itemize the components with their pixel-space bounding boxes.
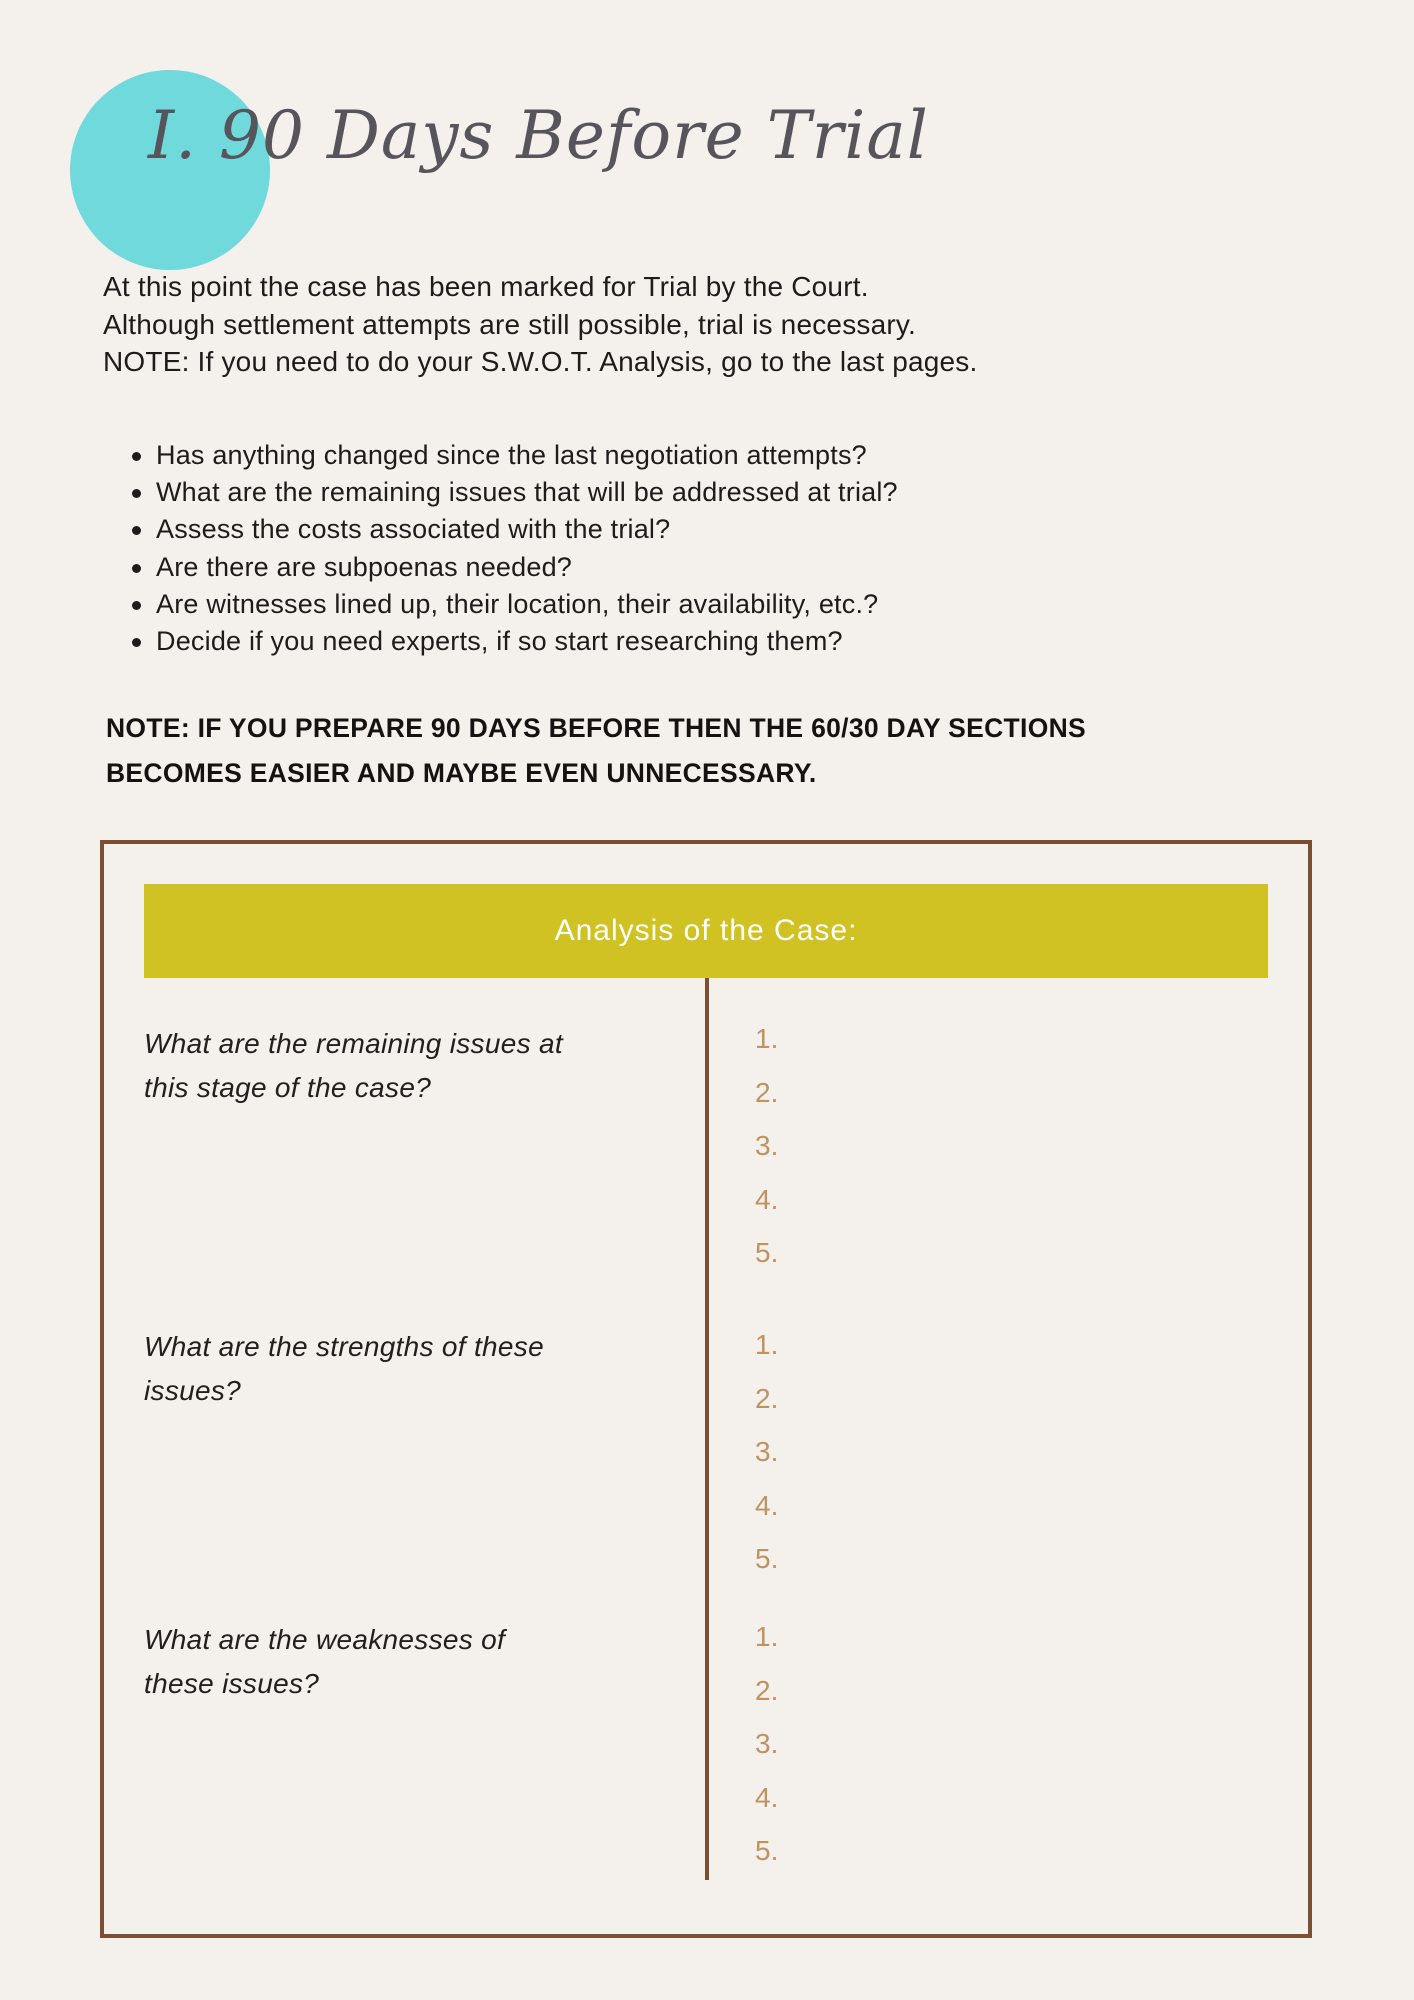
question-weaknesses xyxy=(144,1618,644,1706)
question-strengths xyxy=(144,1325,644,1413)
answer-number: 3. xyxy=(755,1130,779,1161)
note-line: BECOMES EASIER AND MAYBE EVEN UNNECESSARY. xyxy=(106,758,817,788)
answer-number: 4. xyxy=(755,1183,779,1215)
bullet-item xyxy=(130,623,898,660)
bullet-text: Decide if you need experts, if so start researching them? xyxy=(156,626,843,657)
answer-number: 2. xyxy=(755,1076,779,1108)
answer-number: 4. xyxy=(755,1489,779,1521)
answer-number-list xyxy=(755,1318,778,1586)
answer-number: 1. xyxy=(755,1023,779,1054)
answer-number: 4. xyxy=(755,1781,779,1813)
answer-number: 2. xyxy=(755,1674,779,1706)
bullet-dot-icon xyxy=(132,452,141,461)
answer-number: 3. xyxy=(755,1728,779,1759)
table-header-bar xyxy=(144,884,1268,978)
bullet-dot-icon xyxy=(132,638,141,647)
bullet-dot-icon xyxy=(132,564,141,573)
bullet-text: Assess the costs associated with the trial? xyxy=(156,514,671,545)
answer-number: 1. xyxy=(755,1621,779,1652)
answer-number: 1. xyxy=(755,1329,779,1360)
bullet-item xyxy=(130,474,898,511)
question-line: What are the weaknesses of xyxy=(144,1624,506,1655)
bullet-text: Are witnesses lined up, their location, their availability, etc.? xyxy=(156,588,879,619)
answer-number: 2. xyxy=(755,1382,779,1414)
bullet-item xyxy=(130,549,898,586)
bullet-text: Are there are subpoenas needed? xyxy=(156,551,573,582)
intro-paragraph xyxy=(103,268,977,381)
intro-line: NOTE: If you need to do your S.W.O.T. Analysis, go to the last pages. xyxy=(103,346,978,377)
bullet-dot-icon xyxy=(132,489,141,498)
page-title: I. 90 Days Before Trial xyxy=(148,97,929,174)
intro-line: At this point the case has been marked for Trial by the Court. xyxy=(103,271,869,302)
bullet-item xyxy=(130,511,898,548)
bullet-dot-icon xyxy=(132,601,141,610)
answer-number-list xyxy=(755,1012,778,1280)
intro-line: Although settlement attempts are still possible, trial is necessary. xyxy=(103,308,916,340)
column-divider xyxy=(705,978,709,1880)
bullet-text: Has anything changed since the last negotiation attempts? xyxy=(156,440,867,470)
answer-number: 5. xyxy=(755,1835,779,1866)
bullet-item xyxy=(130,437,898,474)
table-header-label: Analysis of the Case: xyxy=(554,914,858,947)
bullet-dot-icon xyxy=(132,526,141,535)
bullet-text: What are the remaining issues that will be addressed at trial? xyxy=(156,477,898,508)
answer-number: 5. xyxy=(755,1237,779,1268)
checklist-bullets xyxy=(130,437,898,660)
analysis-frame xyxy=(100,840,1312,1938)
answer-number-list xyxy=(755,1610,778,1878)
question-remaining-issues xyxy=(144,1022,644,1110)
question-line: issues? xyxy=(144,1375,242,1406)
question-line: these issues? xyxy=(144,1668,320,1699)
prepare-note xyxy=(106,706,1086,796)
question-line: What are the remaining issues at xyxy=(144,1028,563,1059)
bullet-item xyxy=(130,586,898,623)
note-line: NOTE: IF YOU PREPARE 90 DAYS BEFORE THEN THE 60/30 DAY SECTIONS xyxy=(106,713,1087,743)
answer-number: 5. xyxy=(755,1543,779,1574)
question-line: What are the strengths of these xyxy=(144,1331,544,1362)
answer-number: 3. xyxy=(755,1436,779,1467)
question-line: this stage of the case? xyxy=(144,1072,432,1103)
